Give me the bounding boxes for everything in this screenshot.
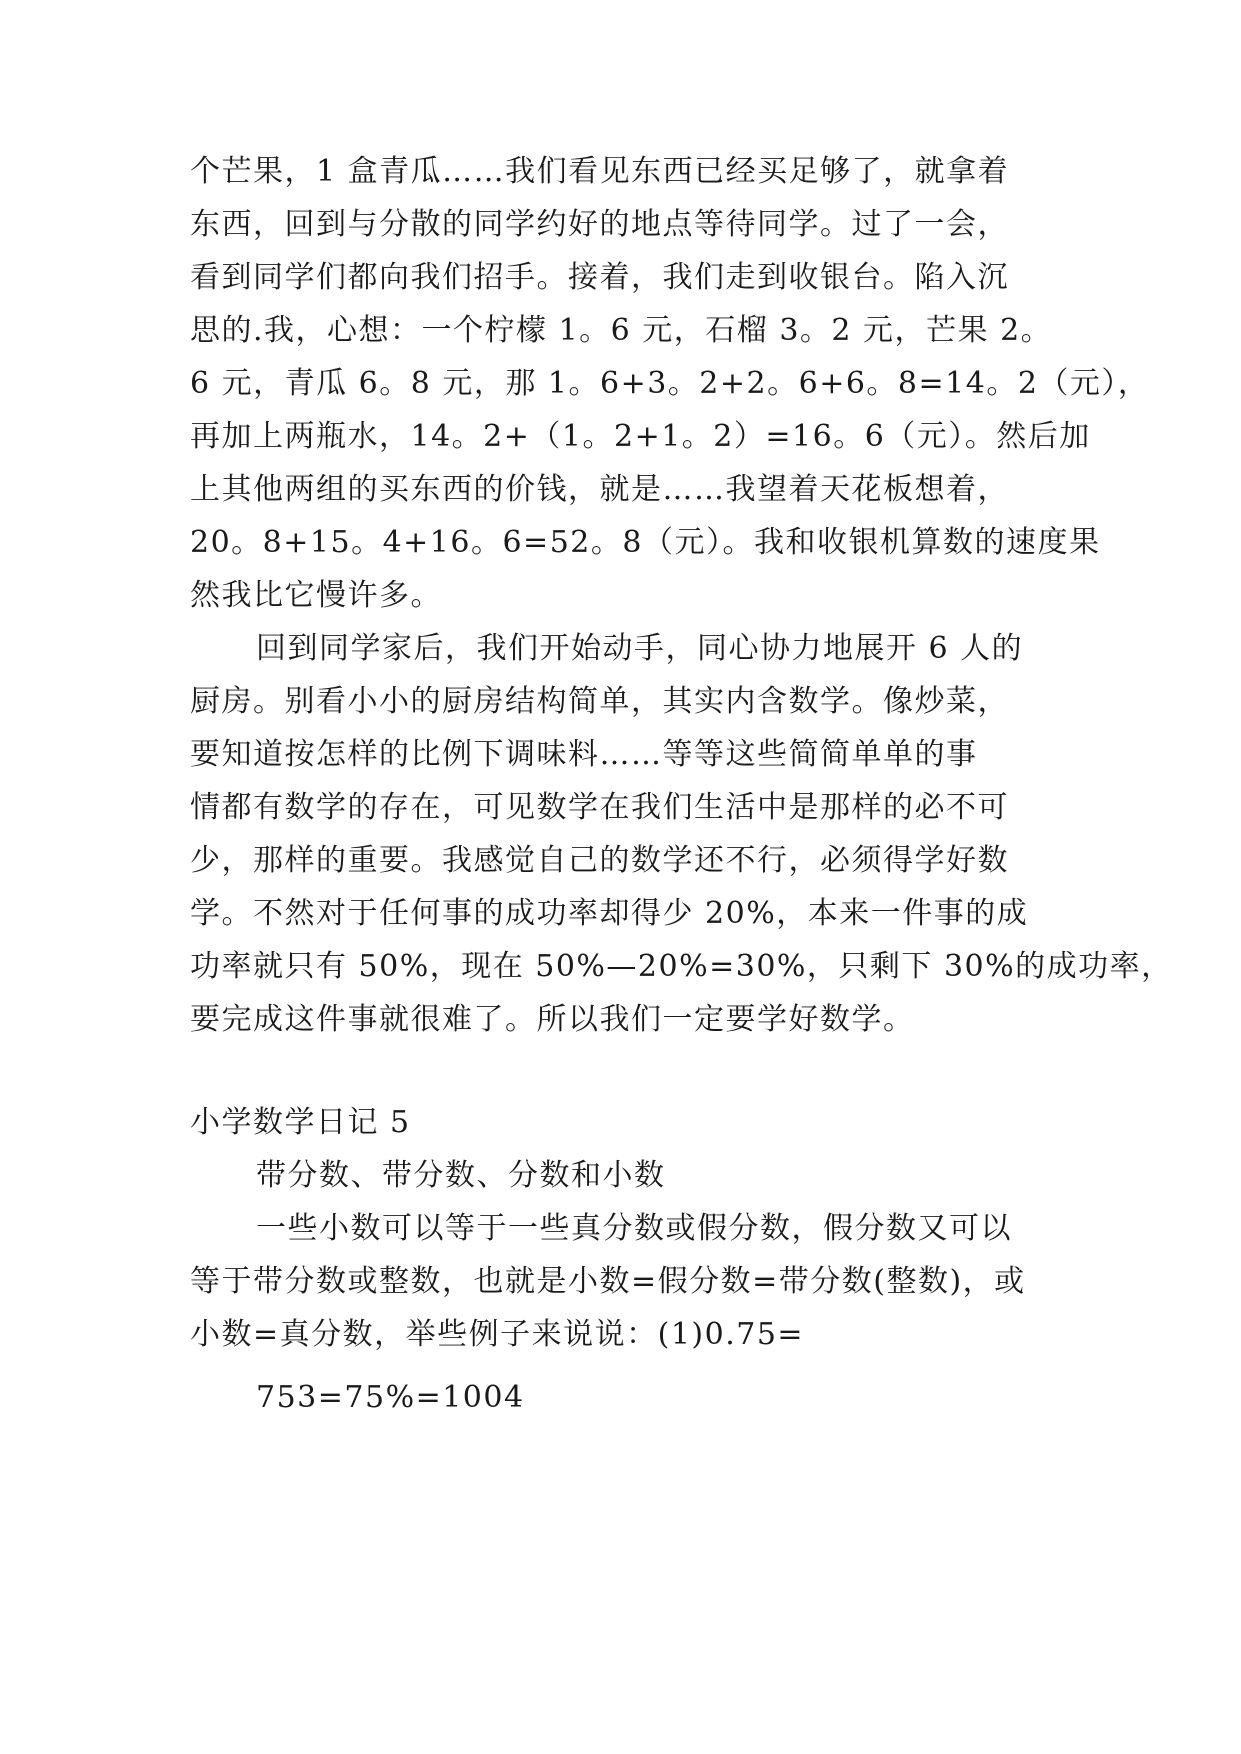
- paragraph-line: 然我比它慢许多。: [190, 578, 442, 613]
- paragraph-line: 东西，回到与分散的同学约好的地点等待同学。过了一会，: [190, 207, 1009, 242]
- paragraph-line: 6 元，青瓜 6。8 元，那 1。6+3。2+2。6+6。8=14。2（元），: [190, 366, 1150, 401]
- paragraph-line: 再加上两瓶水，14。2+（1。2+1。2）=16。6（元）。然后加: [190, 419, 1091, 454]
- paragraph-line: 一些小数可以等于一些真分数或假分数，假分数又可以: [256, 1211, 1012, 1246]
- paragraph-line: 回到同学家后，我们开始动手，同心协力地展开 6 人的: [256, 631, 1024, 666]
- paragraph-line: 看到同学们都向我们招手。接着，我们走到收银台。陷入沉: [190, 260, 1009, 295]
- diary-title: 小学数学日记 5: [190, 1105, 411, 1140]
- paragraph-line: 20。8+15。4+16。6=52。8（元）。我和收银机算数的速度果: [190, 525, 1101, 560]
- paragraph-line: 思的.我，心想：一个柠檬 1。6 元，石榴 3。2 元，芒果 2。: [190, 313, 1053, 348]
- paragraph-line: 功率就只有 50%，现在 50%—20%=30%，只剩下 30%的成功率，: [190, 949, 1173, 984]
- paragraph-line: 等于带分数或整数，也就是小数=假分数=带分数(整数)，或: [190, 1264, 1026, 1299]
- paragraph-line: 学。不然对于任何事的成功率却得少 20%，本来一件事的成: [190, 896, 1029, 931]
- paragraph-line: 个芒果，1 盒青瓜……我们看见东西已经买足够了，就拿着: [190, 154, 1010, 189]
- paragraph-line: 小数=真分数，举些例子来说说：(1)0.75=: [190, 1317, 805, 1352]
- paragraph-line: 情都有数学的存在，可见数学在我们生活中是那样的必不可: [190, 790, 1009, 825]
- paragraph-line: 厨房。别看小小的厨房结构简单，其实内含数学。像炒菜，: [190, 684, 1009, 719]
- paragraph-line: 少，那样的重要。我感觉自己的数学还不行，必须得学好数: [190, 843, 1009, 878]
- formula-line: 753=75%=1004: [256, 1380, 525, 1415]
- paragraph-line: 要知道按怎样的比例下调味料……等等这些简简单单的事: [190, 737, 978, 772]
- paragraph-line: 要完成这件事就很难了。所以我们一定要学好数学。: [190, 1002, 915, 1037]
- diary-subtitle: 带分数、带分数、分数和小数: [256, 1158, 666, 1193]
- paragraph-line: 上其他两组的买东西的价钱，就是……我望着天花板想着，: [190, 472, 1009, 507]
